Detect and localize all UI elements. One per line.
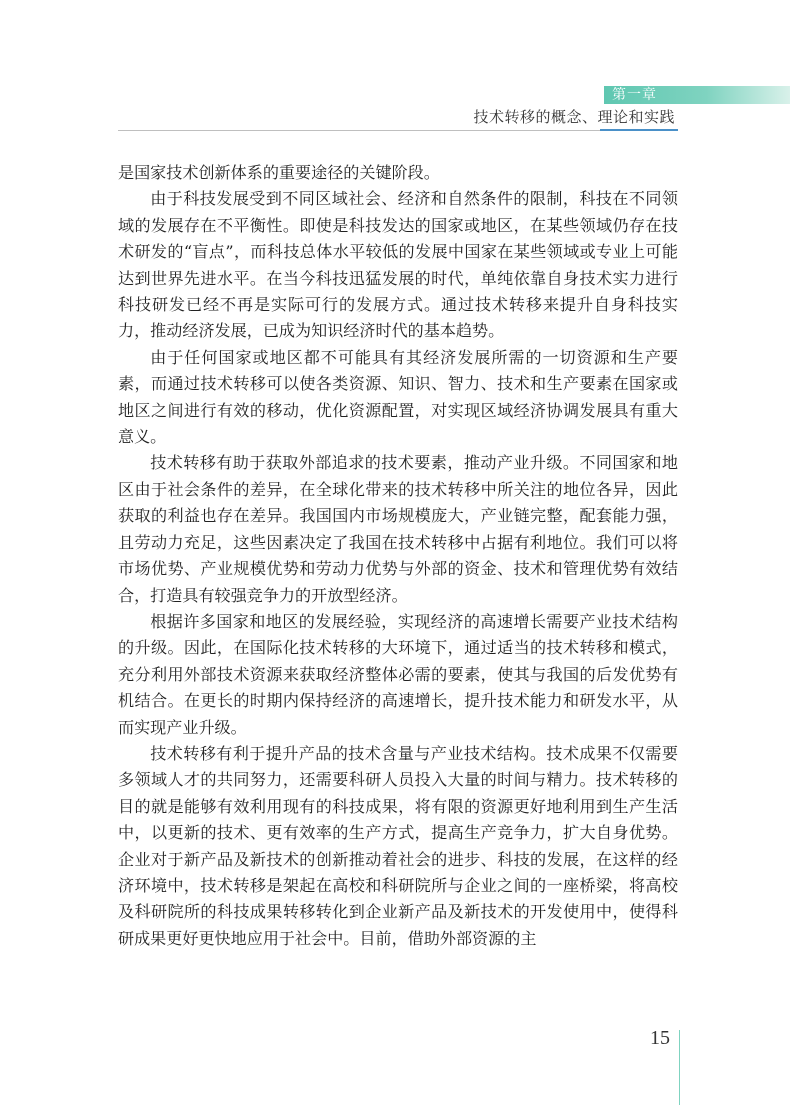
- page-number: 15: [650, 1027, 670, 1049]
- paragraph: 根据许多国家和地区的发展经验，实现经济的高速增长需要产业技术结构的升级。因此，在国际化技术转移的大环境下，通过适当的技术转移和模式，充分利用外部技术资源来获取经济整体必需的要素，使其与我国的后发优势有机结合。在更长的时期内保持经济的高速增长，提升技术能力和研发水平，从而实现产业升级。: [118, 611, 678, 737]
- margin-rule: [679, 1030, 680, 1105]
- paragraph: 由于任何国家或地区都不可能具有其经济发展所需的一切资源和生产要素，而通过技术转移可以使各类资源、知识、智力、技术和生产要素在国家或地区之间进行有效的移动，优化资源配置，对实现区域经济协调发展具有重大意义。: [118, 347, 678, 447]
- chapter-label: 第一章: [612, 87, 657, 103]
- header-rule: [118, 130, 678, 131]
- body-text: [118, 160, 678, 952]
- running-header-title: 技术转移的概念、理论和实践: [473, 108, 675, 126]
- paragraph: 技术转移有助于获取外部追求的技术要素，推动产业升级。不同国家和地区由于社会条件的差异，在全球化带来的技术转移中所关注的地位各异，因此获取的利益也存在差异。我国国内市场规模庞大，产业链完整，配套能力强，且劳动力充足，这些因素决定了我国在技术转移中占据有利地位。我们可以将市场优势、产业规模优势和劳动力优势与外部的资金、技术和管理优势有效结合，打造具有较强竞争力的开放型经济。: [118, 453, 678, 605]
- paragraph: 技术转移有利于提升产品的技术含量与产业技术结构。技术成果不仅需要多领域人才的共同努力，还需要科研人员投入大量的时间与精力。技术转移的目的就是能够有效利用现有的科技成果，将有限的资源更好地利用到生产生活中，以更新的技术、更有效率的生产方式，提高生产竞争力，扩大自身优势。企业对于新产品及新技术的创新推动着社会的进步、科技的发展，在这样的经济环境中，技术转移是架起在高校和科研院所与企业之间的一座桥梁，将高校及科研院所的科技成果转移转化到企业新产品及新技术的开发使用中，使得科研成果更好更快地应用于社会中。目前，借助外部资源的主: [118, 743, 678, 948]
- paragraph: 由于科技发展受到不同区域社会、经济和自然条件的限制，科技在不同领域的发展存在不平衡性。即使是科技发达的国家或地区，在某些领域仍存在技术研发的“盲点”，而科技总体水平较低的发展中国家在某些领域或专业上可能达到世界先进水平。在当今科技迅猛发展的时代，单纯依靠自身技术实力进行科技研发已经不再是实际可行的发展方式。通过技术转移来提升自身科技实力，推动经济发展，已成为知识经济时代的基本趋势。: [118, 189, 678, 341]
- paragraph-continuation: 是国家技术创新体系的重要途径的关键阶段。: [118, 163, 440, 182]
- header-rule-accent: [600, 129, 678, 131]
